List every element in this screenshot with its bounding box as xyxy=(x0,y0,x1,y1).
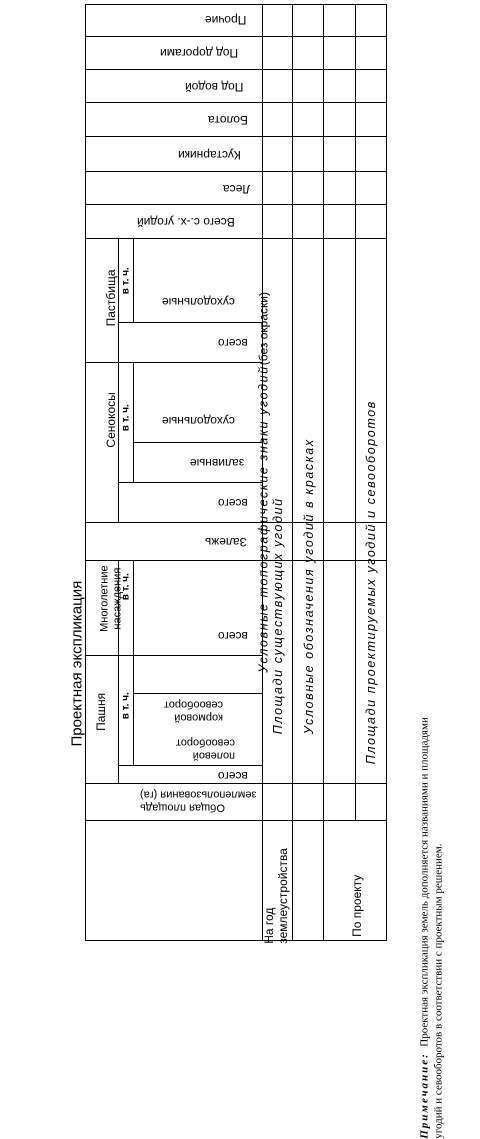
footnote-label: Примечание: xyxy=(418,1052,431,1139)
header-mnogolet-line1: Многолетние xyxy=(98,565,111,632)
row-label-po-proektu: По проекту xyxy=(350,874,365,937)
legend-topo-text: Условные топографические знаки угодий xyxy=(256,365,271,673)
legend-topo-signs xyxy=(257,102,272,862)
legend-existing-areas: Площади существующих угодий xyxy=(270,497,285,735)
footnote-text1: Проектная экспликация земель дополняется названиями и площадями xyxy=(418,717,431,1047)
header-pashnya-kormovoy xyxy=(164,698,223,723)
header-pod-dorogami: Под дорогами xyxy=(160,45,239,60)
header-lesa: Леса xyxy=(223,181,251,196)
footnote-line1 xyxy=(418,199,432,1139)
header-pod-vodoy: Под водой xyxy=(185,79,244,94)
header-pastbisha-vtch: в т. ч. xyxy=(120,267,132,295)
header-kormovoy-line1: кормовой xyxy=(174,711,224,724)
header-pastbisha-suhodol: суходольные xyxy=(162,294,235,309)
page-title: Проектная экспликация xyxy=(68,580,86,747)
header-pashnya-vsego: всего xyxy=(218,768,248,783)
header-mnogolet-vtch: в т. ч. xyxy=(120,573,132,601)
header-senokosy-vsego: всего xyxy=(218,495,248,510)
header-mnogolet-line2: насаждения xyxy=(111,567,123,630)
legend-projected-areas: Площади проектируемых угодий и севооборотов xyxy=(363,400,378,765)
header-senokosy-zalivnye: заливные xyxy=(190,455,245,470)
header-kustarniki: Кустарники xyxy=(178,147,241,162)
header-polevoy-line1: полевой xyxy=(192,749,236,762)
header-senokosy-vtch: в т. ч. xyxy=(120,404,132,432)
row-label-na-god-line2: землеустройства xyxy=(276,848,290,944)
header-prochie: Прочие xyxy=(205,12,247,27)
header-pashnya-vtch: в т. ч. xyxy=(120,692,132,720)
header-pastbisha: Пастбища xyxy=(104,269,119,327)
header-pastbisha-vsego: всего xyxy=(218,335,248,350)
legend-color-signs: Условные обозначения угодий в красках xyxy=(301,438,316,735)
header-kormovoy-line2: севооборот xyxy=(164,698,224,711)
footnote xyxy=(418,199,446,1139)
header-polevoy-line2: севооборот xyxy=(176,736,236,749)
header-pashnya: Пашня xyxy=(94,692,109,731)
header-total-area xyxy=(140,788,256,813)
header-bolota: Болота xyxy=(208,112,248,127)
header-total-area-line2: землепользования (га) xyxy=(140,788,257,801)
header-mnogolet-vsego: всего xyxy=(218,628,248,643)
header-senokosy-suhodol: суходольные xyxy=(162,413,235,428)
header-senokosy: Сенокосы xyxy=(104,392,119,448)
footnote-line2: угодий и севооборотов в соответствии с проектным решением. xyxy=(432,843,444,1139)
header-pashnya-polevoy xyxy=(176,736,235,761)
row-label-na-god-line1: На год xyxy=(262,907,277,944)
header-total-area-line1: Общая площадь xyxy=(140,801,225,814)
header-zalezh: Залежь xyxy=(205,534,247,549)
header-vsego-sh: Всего с.-х. угодий xyxy=(137,214,235,229)
legend-topo-suffix: (без окраски) xyxy=(256,292,271,366)
